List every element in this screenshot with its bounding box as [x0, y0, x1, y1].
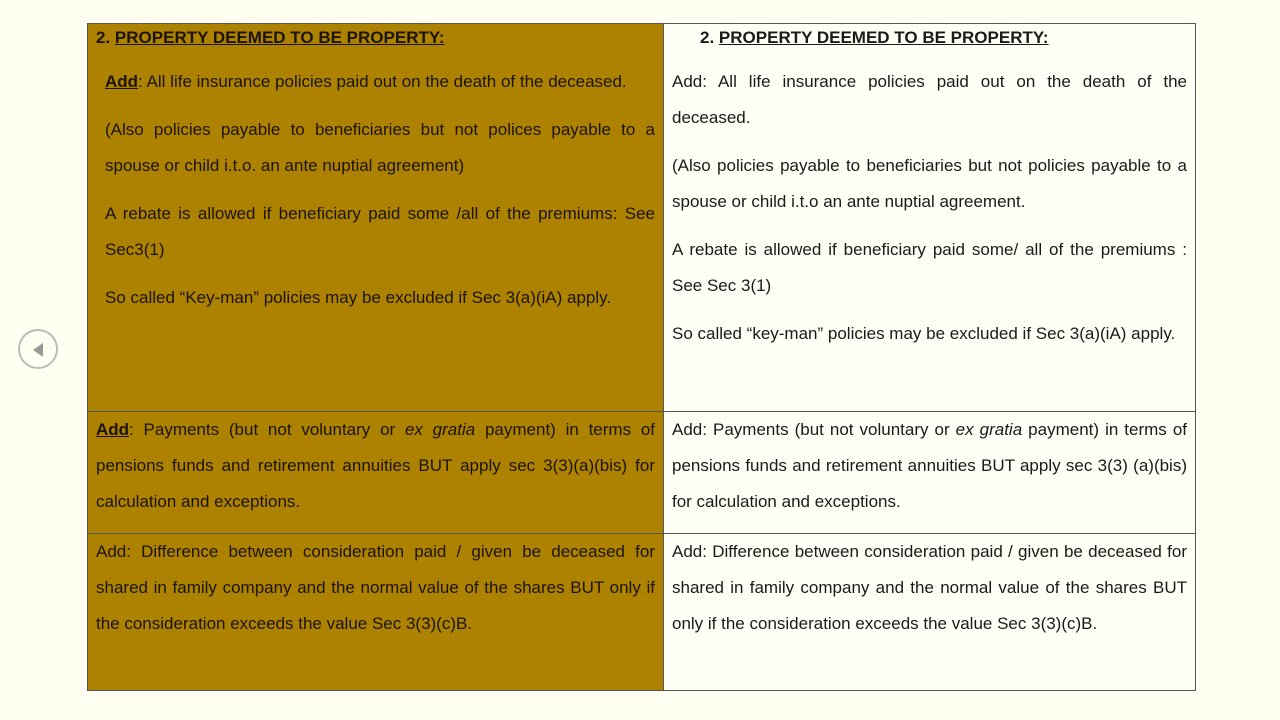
- italic-text: ex gratia: [955, 420, 1023, 439]
- left-cell-pensions: [88, 412, 663, 533]
- comparison-table: [87, 23, 1196, 691]
- heading-number: 2.: [700, 28, 715, 47]
- right-cell-life-insurance: [664, 24, 1195, 411]
- left-cell-life-insurance: [88, 24, 663, 411]
- text: payment) in terms of pensions funds and retirement annuities BUT apply sec 3(3) (a)(bis) for calculation and exceptions.: [672, 420, 1188, 511]
- text: Add: Payments (but not voluntary or: [672, 420, 956, 439]
- add-label: Add: [96, 420, 130, 439]
- heading-number: 2.: [96, 28, 111, 47]
- left-paragraph: A rebate is allowed if beneficiary paid some /all of the premiums: See Sec3(1): [105, 204, 655, 259]
- add-label: Add: [105, 72, 139, 91]
- right-paragraph: Add: All life insurance policies paid out on the death of the deceased.: [672, 72, 1187, 127]
- previous-slide-button[interactable]: [18, 329, 58, 369]
- right-cell-family-company: [664, 534, 1195, 690]
- left-paragraph: So called “Key-man” policies may be excluded if Sec 3(a)(iA) apply.: [105, 288, 612, 307]
- left-paragraph: Add: Difference between consideration paid / given be deceased for shared in family company and the normal value of the shares BUT only if the consideration exceeds the value Sec 3(3)(c)B.: [96, 542, 655, 633]
- left-paragraph: : All life insurance policies paid out on the death of the deceased.: [138, 72, 627, 91]
- row-divider: [88, 411, 1195, 412]
- left-paragraph: (Also policies payable to beneficiaries but not polices payable to a spouse or child i.t.o. an ante nuptial agreement): [105, 120, 655, 175]
- row-divider: [88, 533, 1195, 534]
- right-paragraph: (Also policies payable to beneficiaries but not policies payable to a spouse or child i.t.o an ante nuptial agreement.: [672, 156, 1187, 211]
- text: payment) in terms of pensions funds and retirement annuities BUT apply sec 3(3)(a)(bis) for calculation and exceptions.: [96, 420, 656, 511]
- right-paragraph: So called “key-man” policies may be excluded if Sec 3(a)(iA) apply.: [672, 324, 1176, 343]
- right-heading: PROPERTY DEEMED TO BE PROPERTY:: [718, 28, 1049, 47]
- right-paragraph: A rebate is allowed if beneficiary paid some/ all of the premiums : See Sec 3(1): [672, 240, 1187, 295]
- text: : Payments (but not voluntary or: [129, 420, 405, 439]
- left-cell-family-company: [88, 534, 663, 690]
- right-paragraph: Add: Difference between consideration paid / given be deceased for shared in family company and the normal value of the shares BUT only if the consideration exceeds the value Sec 3(3)(c)B.: [672, 542, 1187, 633]
- column-divider: [663, 24, 664, 690]
- italic-text: ex gratia: [404, 420, 476, 439]
- left-heading: PROPERTY DEEMED TO BE PROPERTY:: [114, 28, 445, 47]
- right-cell-pensions: [664, 412, 1195, 533]
